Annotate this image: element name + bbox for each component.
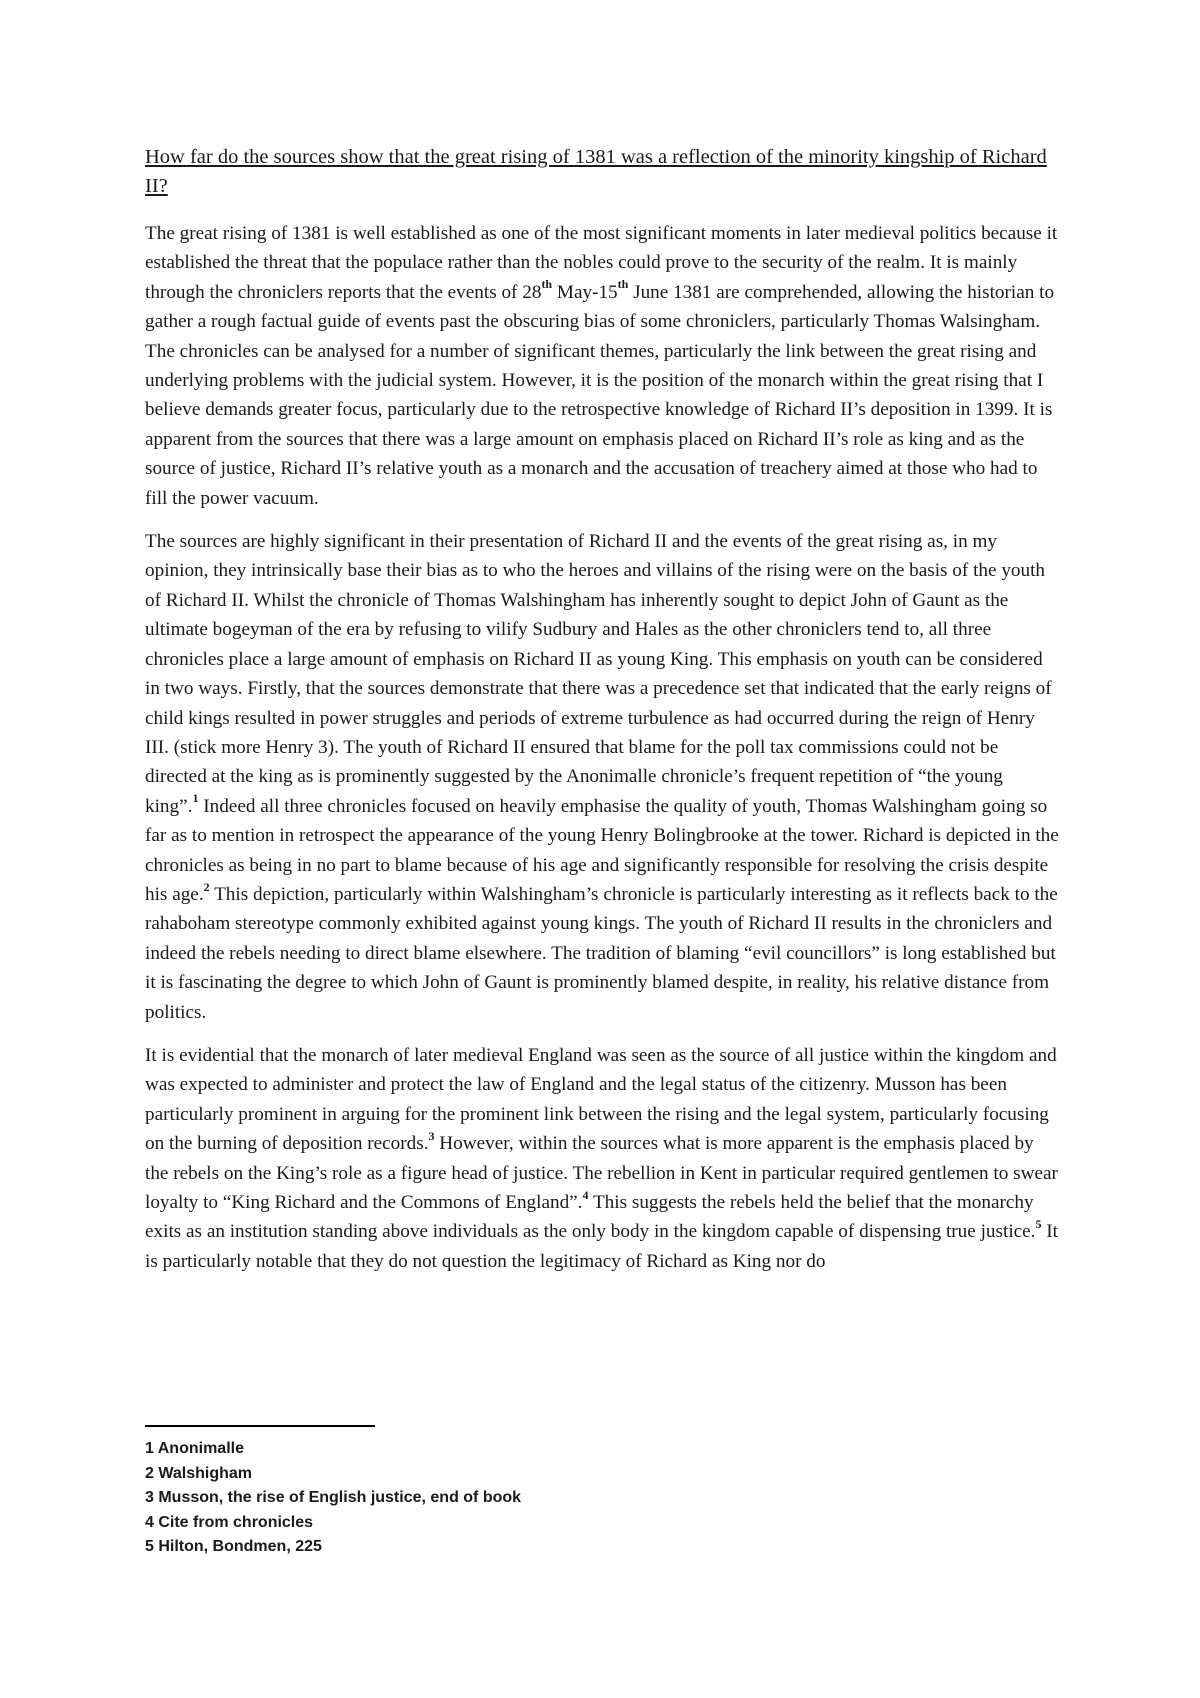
superscript-th: th — [617, 277, 629, 292]
paragraph-1-text-b: May-15 — [552, 281, 618, 303]
footnote-ref-3: 3 — [428, 1128, 435, 1143]
paragraph-2 — [145, 527, 1060, 1027]
paragraph-3-text-c: This suggests the rebels held the belief that the monarchy exits as an institution standing above individuals as the only body in the kingdom capable of dispensing true justice. — [145, 1192, 1036, 1243]
footnote-ref-1: 1 — [192, 791, 199, 806]
essay-title: How far do the sources show that the great rising of 1381 was a reflection of the minority kingship of Richard II? — [145, 146, 1047, 197]
footnote-ref-2: 2 — [203, 879, 210, 894]
footnote-ref-4: 4 — [582, 1187, 589, 1202]
paragraph-2-text-b: Indeed all three chronicles focused on heavily emphasise the quality of youth, Thomas Walshingham going so far as to mention in retrospect the appearance of the young Henry Bolingbrooke at the tower. Richard is depicted in the chronicles as being in no part to blame because of his age and significantly responsible for resolving the crisis despite his age. — [145, 795, 1059, 905]
footnote-3: 3 Musson, the rise of English justice, end of book — [145, 1489, 522, 1506]
paragraph-3-text-b: However, within the sources what is more apparent is the emphasis placed by the rebels on the King’s role as a figure head of justice. The rebellion in Kent in particular required gentlemen to swear loyalty to “King Richard and the Commons of England”. — [145, 1133, 1058, 1213]
paragraph-3 — [145, 1041, 1060, 1276]
footnote-2: 2 Walshigham — [145, 1464, 252, 1482]
paragraph-1-text-c: June 1381 are comprehended, allowing the historian to gather a rough factual guide of events past the obscuring bias of some chroniclers, particularly Thomas Walsingham. The chronicles can be analysed for a number of significant themes, particularly the link between the great rising and underlying problems with the judicial system. However, it is the position of the monarch within the great rising that I believe demands greater focus, particularly due to the retrospective knowledge of Richard II’s deposition in 1399. It is apparent from the sources that there was a large amount on emphasis placed on Richard II’s role as king and as the source of justice, Richard II’s relative youth as a monarch and the accusation of treachery aimed at those who had to fill the power vacuum. — [145, 281, 1055, 509]
paragraph-3-text-a: It is evidential that the monarch of later medieval England was seen as the source of all justice within the kingdom and was expected to administer and protect the law of England and the legal status of the citizenry. Musson has been particularly prominent in arguing for the prominent link between the rising and the legal system, particularly focusing on the burning of deposition records. — [145, 1044, 1057, 1155]
footnote-separator — [145, 1425, 375, 1427]
paragraph-3-text-d: It is particularly notable that they do not question the legitimacy of Richard as King nor do — [145, 1221, 1059, 1272]
paragraph-2-text-c: This depiction, particularly within Walshingham’s chronicle is particularly interesting as it reflects back to the rahaboham stereotype commonly exhibited against young kings. The youth of Richard II results in the chroniclers and indeed the rebels needing to direct blame elsewhere. The tradition of blaming “evil councillors” is long established but it is fascinating the degree to which John of Gaunt is prominently blamed despite, in reality, his relative distance from politics. — [145, 883, 1058, 1023]
document-body — [145, 143, 1060, 1290]
paragraph-1-text-a: The great rising of 1381 is well established as one of the most significant moments in later medieval politics because it established the threat that the populace rather than the nobles could prove to the security of the realm. It is mainly through the chroniclers reports that the events of 28 — [145, 223, 1058, 303]
superscript-th: th — [541, 277, 553, 292]
footnote-ref-5: 5 — [1035, 1217, 1042, 1232]
footnotes-section — [145, 1425, 1045, 1560]
paragraph-2-text-a: The sources are highly significant in their presentation of Richard II and the events of the great rising as, in my opinion, they intrinsically base their bias as to who the heroes and villains of the rising were on the basis of the youth of Richard II. Whilst the chronicle of Thomas Walshingham has inherently sought to depict John of Gaunt as the ultimate bogeyman of the era by refusing to vilify Sudbury and Hales as the other chroniclers tend to, all three chronicles place a large amount of emphasis on Richard II as young King. This emphasis on youth can be considered in two ways. Firstly, that the sources demonstrate that there was a precedence set that indicated that the early reigns of child kings resulted in power struggles and periods of extreme turbulence as had occurred during the reign of Henry III. (stick more Henry 3). The youth of Richard II ensured that blame for the poll tax commissions could not be directed at the king as is prominently suggested by the Anonimalle chronicle’s frequent repetition of “the young king”. — [145, 531, 1052, 817]
footnote-4: 4 Cite from chronicles — [145, 1513, 314, 1531]
footnote-1: 1 Anonimalle — [145, 1440, 244, 1457]
paragraph-1 — [145, 219, 1060, 513]
footnote-5: 5 Hilton, Bondmen, 225 — [145, 1538, 322, 1555]
